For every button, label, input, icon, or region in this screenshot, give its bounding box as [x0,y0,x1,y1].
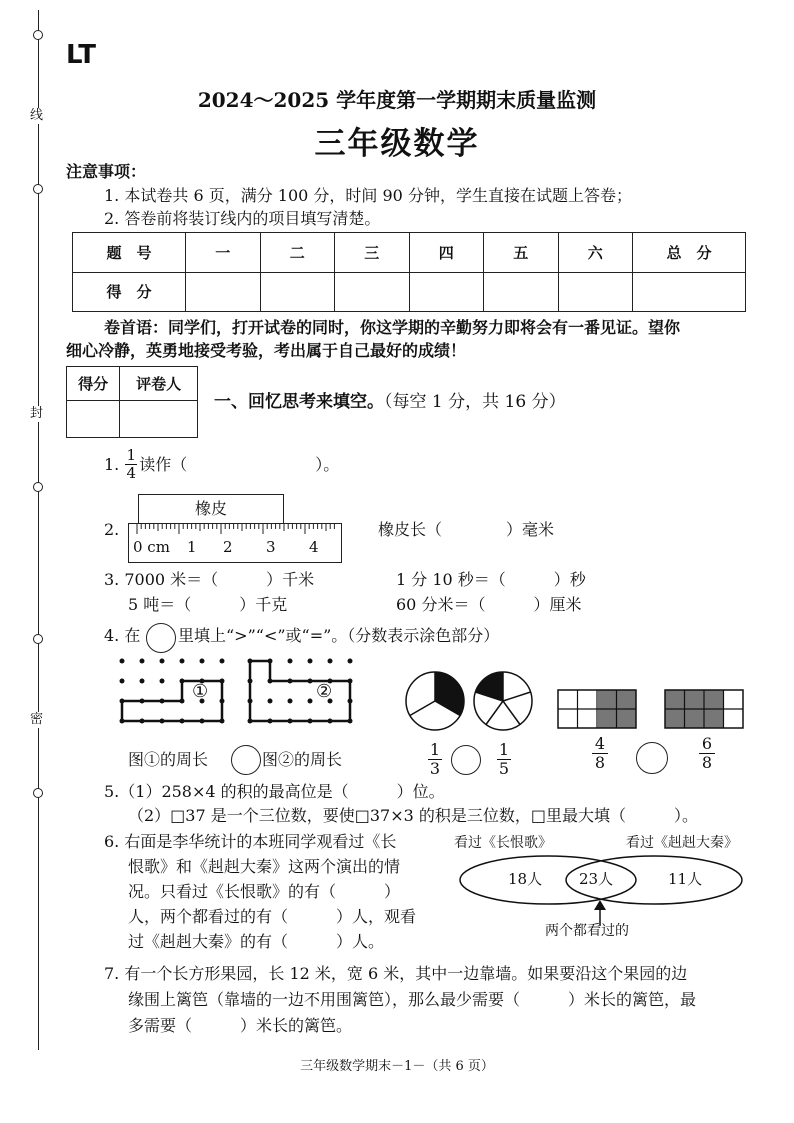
grader-name-cell[interactable] [120,401,198,438]
venn-right-value: 11人 [668,870,703,888]
binding-hole [33,482,43,492]
perimeter-label-a: 图①的周长 [128,750,209,769]
grader-name-label: 评卷人 [120,367,198,401]
score-header-cell: 题 号 [73,233,186,273]
fraction-six-eighths [699,736,715,771]
section-title-text: 一、回忆思考来填空。 [214,392,384,412]
margin-char: 线 [30,108,44,123]
note-item: 2. 答卷前将装订线内的项目填写清楚。 [104,209,381,228]
grader-table [66,366,198,438]
question-3c: 5 吨＝（ ）千克 [128,595,288,614]
score-cell[interactable] [633,272,746,312]
ruler-label: 4 [309,538,319,556]
fraction-denominator: 5 [498,759,510,778]
question-3b: 1 分 10 秒＝（ ）秒 [396,570,586,589]
score-header-cell: 四 [409,233,484,273]
ruler-label: 2 [223,538,233,556]
grid-bar-eighths-a [557,689,637,729]
subject-title: 三年级数学 [314,126,480,162]
pie-fifths [472,670,534,732]
binding-hole [33,634,43,644]
fraction-denominator: 3 [429,759,441,778]
score-header-cell: 三 [335,233,410,273]
note-item: 1. 本试卷共 6 页，满分 100 分，时间 90 分钟，学生直接在试题上答卷； [104,186,632,205]
ruler-label: 1 [187,538,197,556]
compare-circle-icon [146,623,176,653]
perimeter-label-b: 图②的周长 [262,750,343,769]
question-6-line: 人，两个都看过的有（ ）人，观看 [128,907,417,926]
page-footer: 三年级数学期末－1－（共 6 页） [300,1059,494,1074]
fraction-one-third [428,742,442,777]
corner-mark: LT [66,40,96,70]
grader-score-label: 得分 [67,367,120,401]
score-cell[interactable] [558,272,633,312]
question-5b: （2）□37 是一个三位数，要使□37×3 的积是三位数，□里最大填（ ）。 [128,806,699,825]
score-header-cell: 五 [484,233,559,273]
question-6-line: 况。只看过《长恨歌》的有（ ） [128,882,401,901]
question-number: 1. [104,454,120,474]
venn-middle-value: 23人 [579,870,614,888]
venn-left-label: 看过《长恨歌》 [454,835,552,851]
question-text: 读作（ ）。 [139,454,340,474]
grader-score-cell[interactable] [67,401,120,438]
grid-bar-eighths-b [664,689,744,729]
fraction-denominator: 8 [701,753,713,772]
pie-thirds [404,670,466,732]
venn-both-label: 两个都看过的 [545,923,629,939]
compare-circle-icon[interactable] [231,745,261,775]
score-header-cell: 二 [260,233,335,273]
section-points: （每空 1 分，共 16 分） [384,392,566,412]
fraction-numerator: 4 [594,734,606,753]
margin-char: 封 [30,406,44,421]
fraction-numerator: 6 [701,734,713,753]
score-cell[interactable] [186,272,261,312]
question-7-line: 7. 有一个长方形果园，长 12 米，宽 6 米，其中一边靠墙。如果要沿这个果园的边 [104,964,688,983]
question-4-prefix: 4. 在 [104,626,141,645]
ruler [128,523,342,563]
fraction-numerator: 1 [126,446,137,464]
question-6-line: 6. 右面是李华统计的本班同学观看过《长 [104,832,397,851]
question-text: 橡皮长（ ）毫米 [378,520,555,539]
fraction [125,448,137,481]
binding-hole [33,788,43,798]
fraction-denominator: 8 [594,753,606,772]
score-cell[interactable] [484,272,559,312]
score-row-label: 得 分 [73,272,186,312]
figure-1-label: ① [192,681,209,702]
fraction-numerator: 1 [498,740,510,759]
dot-grid-figure-2 [244,655,374,735]
score-header-cell: 总 分 [633,233,746,273]
question-7-line: 多需要（ ）米长的篱笆。 [128,1016,353,1035]
fraction-four-eighths [592,736,608,771]
score-cell[interactable] [335,272,410,312]
preface-line: 细心冷静，英勇地接受考验，考出属于自己最好的成绩！ [66,341,467,360]
ruler-label: 3 [266,538,276,556]
venn-left-value: 18人 [508,870,543,888]
exam-title: 2024～2025 学年度第一学期期末质量监测 [197,88,597,112]
question-6-line: 过《赳赳大秦》的有（ ）人。 [128,932,385,951]
compare-circle-icon[interactable] [451,745,481,775]
binding-hole [33,30,43,40]
score-table [72,232,746,312]
question-5a: 5.（1）258×4 的积的最高位是（ ）位。 [104,782,445,801]
binding-hole [33,184,43,194]
preface-line: 卷首语：同学们，打开试卷的同时，你这学期的辛勤努力即将会有一番见证。望你 [104,318,681,337]
question-4-text: 里填上“>”“<”或“=”。（分数表示涂色部分） [178,626,500,645]
question-1 [104,448,339,481]
notes-heading: 注意事项： [66,162,147,181]
fraction-numerator: 1 [429,740,441,759]
question-6-line: 恨歌》和《赳赳大秦》这两个演出的情 [128,857,401,876]
figure-2-label: ② [316,681,333,702]
margin-char: 密 [30,712,44,727]
score-header-cell: 一 [186,233,261,273]
binding-line [38,10,39,1050]
eraser: 橡皮 [138,494,284,524]
fraction-one-fifth [497,742,511,777]
question-7-line: 缘围上篱笆（靠墙的一边不用围篱笆），那么最少需要（ ）米长的篱笆，最 [128,990,697,1009]
question-3d: 60 分米＝（ ）厘米 [396,595,582,614]
compare-circle-icon[interactable] [636,742,668,774]
fraction-denominator: 4 [126,464,137,482]
score-header-cell: 六 [558,233,633,273]
question-3a: 3. 7000 米＝（ ）千米 [104,570,315,589]
section-title [214,390,566,414]
ruler-label: 0 cm [133,538,170,556]
question-number: 2. [104,520,120,539]
venn-right-label: 看过《赳赳大秦》 [626,835,738,851]
score-cell[interactable] [409,272,484,312]
dot-grid-figure-1 [116,655,246,735]
score-cell[interactable] [260,272,335,312]
